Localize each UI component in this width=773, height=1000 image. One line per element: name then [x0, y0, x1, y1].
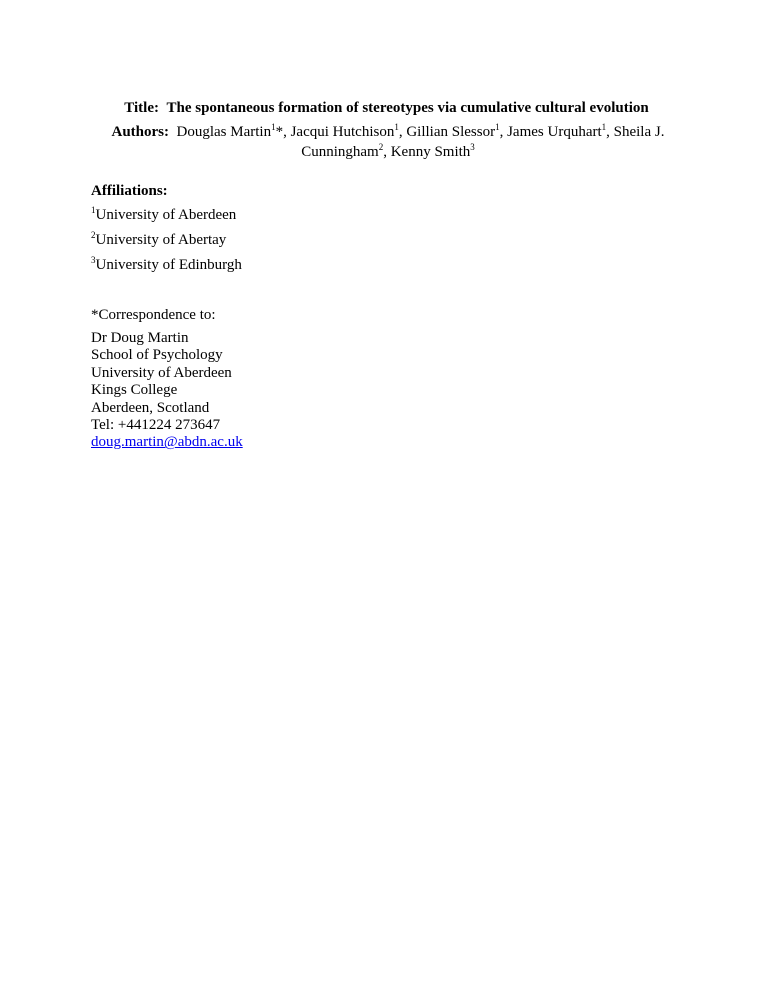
affiliation-sup: 3 — [91, 255, 96, 265]
correspondence-line: University of Aberdeen — [91, 364, 232, 381]
affiliation-name: University of Abertay — [95, 232, 227, 248]
correspondence-line: Kings College — [91, 382, 178, 399]
author-separator: , — [283, 124, 291, 140]
author-affil-sup: 1 — [495, 122, 500, 132]
author-name: Gillian Slessor — [406, 124, 496, 140]
correspondence-line: Aberdeen, Scotland — [91, 399, 210, 416]
email-link[interactable]: doug.martin@abdn.ac.uk — [91, 434, 243, 451]
authors-label: Authors: — [111, 124, 170, 140]
author-name: Sheila J. Cunningham — [301, 124, 665, 160]
correspondence-line: Tel: +441224 273647 — [91, 417, 221, 434]
correspondence-line: Dr Doug Martin — [91, 330, 189, 346]
affiliation-item — [91, 255, 242, 280]
author-separator: , — [383, 144, 391, 160]
paper-title: The spontaneous formation of stereotypes via cumulative cultural evolution — [166, 100, 649, 116]
correspondence-heading: *Correspondence to: — [91, 307, 216, 323]
author-separator: , — [499, 124, 508, 140]
affiliations-list — [91, 205, 242, 280]
author-affil-sup: 3 — [470, 142, 475, 152]
corresponding-mark: * — [275, 124, 284, 140]
correspondence-line: School of Psychology — [91, 347, 223, 364]
affiliations-heading: Affiliations: — [91, 183, 168, 199]
author-separator: , — [606, 124, 614, 140]
correspondence-address — [91, 330, 243, 452]
author-affil-sup: 2 — [378, 142, 384, 152]
author-name: Douglas Martin — [176, 124, 272, 140]
author-name: James Urquhart — [507, 124, 602, 140]
affiliation-name: University of Edinburgh — [95, 257, 242, 273]
title-label: Title: — [124, 100, 159, 116]
authors-line — [100, 122, 676, 162]
affiliation-sup: 2 — [91, 230, 96, 240]
author-affil-sup: 1 — [394, 122, 399, 132]
author-affil-sup: 1 — [271, 122, 276, 132]
affiliation-item — [91, 205, 242, 230]
author-affil-sup: 1 — [601, 122, 607, 132]
title-line — [0, 98, 773, 118]
author-separator: , — [398, 124, 407, 140]
affiliation-item — [91, 230, 242, 255]
author-name: Jacqui Hutchison — [290, 124, 395, 140]
affiliation-name: University of Aberdeen — [95, 207, 237, 223]
author-name: Kenny Smith — [390, 144, 471, 160]
affiliation-sup: 1 — [91, 205, 96, 215]
